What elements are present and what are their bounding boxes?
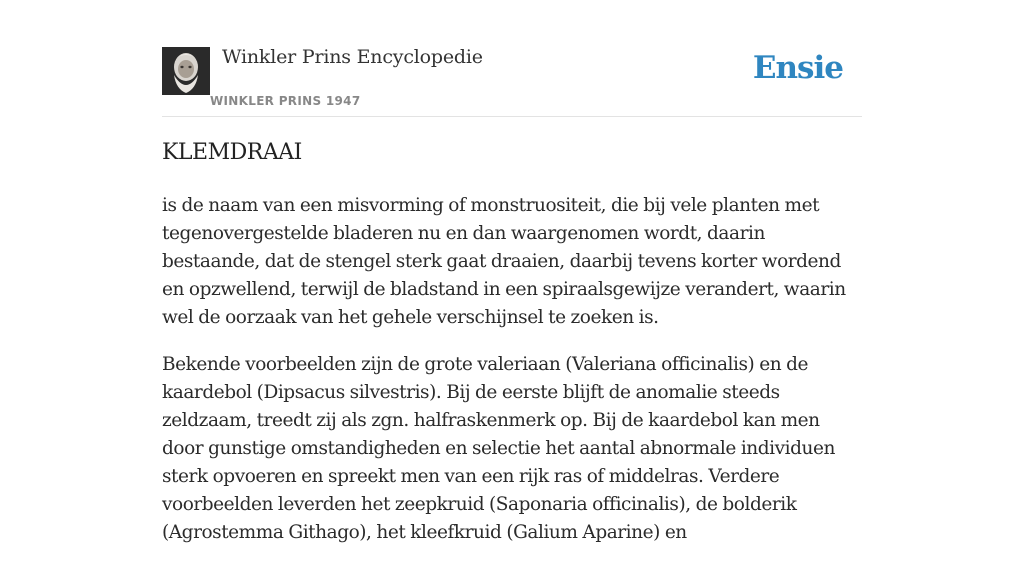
brand-logo[interactable]: Ensie [752,50,843,86]
article-paragraph-1: is de naam van een misvorming of monstruositeit, die bij vele planten met tegenovergestelde bladeren nu en dan waargenomen wordt, daarin bestaande, dat de stengel sterk gaat draaien, daarbij tevens korter wordend en opzwellend, terwijl de bladstand in een spiraalsgewijze verandert, waarin wel de oorzaak van het gehele verschijnsel te zoeken is. [162,195,846,328]
page-title: KLEMDRAAI [162,140,302,165]
avatar[interactable] [162,47,210,95]
article-paragraph-2: Bekende voorbeelden zijn de grote valeriaan (Valeriana officinalis) en de kaardebol (Dipsacus silvestris). Bij de eerste blijft de anomalie steeds zeldzaam, treedt zij als zgn. halfraskenmerk op. Bij de kaardebol kan men door gunstige omstandigheden en selectie het aantal abnormale individuen sterk opvoeren en spreekt men van een rijk ras of middelras. Verdere voorbeelden leverden het zeepkruid (Saponaria officinalis), de bolderik (Agrostemma Githago), het kleefkruid (Galium Aparine) en [162,354,835,543]
portrait-image [162,47,210,95]
header [162,44,862,117]
edition-label[interactable]: WINKLER PRINS 1947 [210,94,361,108]
site-name[interactable]: Winkler Prins Encyclopedie [222,46,483,68]
article-body [162,192,862,566]
